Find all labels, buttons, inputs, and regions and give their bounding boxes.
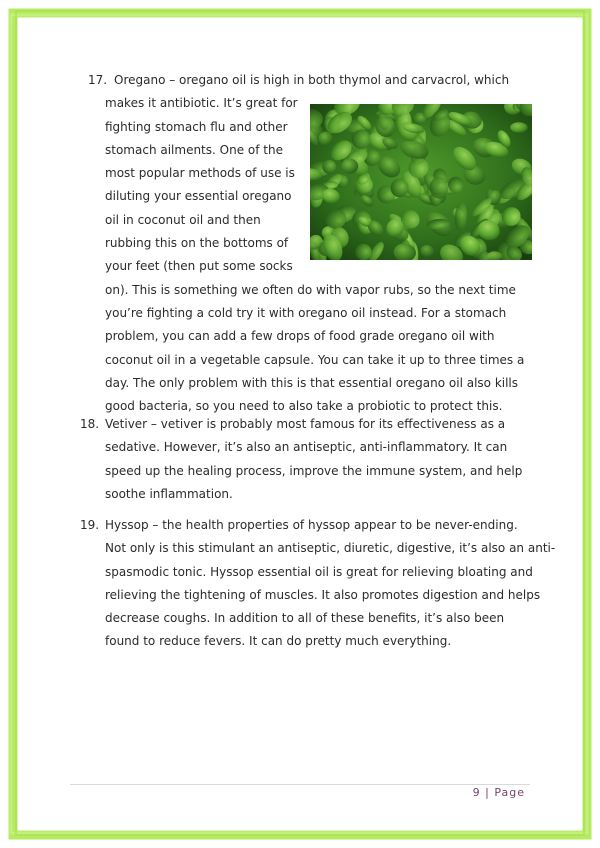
text-line: Vetiver – vetiver is probably most famous for its effectiveness as a (105, 417, 506, 431)
text-line: day. The only problem with this is that essential oregano oil also kills (105, 375, 519, 390)
text-line: stomach ailments. One of the (105, 142, 283, 157)
item-19-text (105, 514, 555, 654)
text-line: fighting stomach flu and other (105, 119, 288, 134)
text-line: oil in coconut oil and then (105, 212, 261, 227)
page-number: 9 | Page (472, 786, 525, 799)
footer-divider (70, 784, 530, 785)
text-line: soothe inflammation. (105, 486, 233, 501)
text-line: on). This is something we often do with vapor rubs, so the next time (105, 282, 516, 297)
text-line: coconut oil in a vegetable capsule. You can take it up to three times a (105, 352, 525, 367)
text-line: most popular methods of use is (105, 166, 295, 181)
text-line: Not only is this stimulant an antiseptic, diuretic, digestive, it’s also an anti- (105, 541, 556, 556)
text-line: spasmodic tonic. Hyssop essential oil is great for relieving bloating and (105, 564, 533, 579)
item-18-text (105, 413, 522, 506)
text-line: decrease coughs. In addition to all of these benefits, it’s also been (105, 611, 505, 626)
text-line: good bacteria, so you need to also take a probiotic to protect this. (105, 399, 503, 414)
text-line: problem, you can add a few drops of food grade oregano oil with (105, 329, 495, 344)
text-line: diluting your essential oregano (105, 189, 292, 204)
text-line: relieving the tightening of muscles. It also promotes digestion and helps (105, 587, 541, 602)
oregano-photo (310, 104, 532, 260)
text-line: you’re fighting a cold try it with oregano oil instead. For a stomach (105, 305, 507, 320)
text-line: found to reduce fevers. It can do pretty much everything. (105, 634, 452, 649)
text-line: makes it antibiotic. It’s great for (105, 96, 298, 111)
item-number: 19. (80, 518, 100, 532)
text-line: your feet (then put some socks (105, 259, 293, 274)
item-number: 18. (80, 417, 100, 431)
text-line: speed up the healing process, improve the immune system, and help (105, 463, 523, 478)
leaf-shape (391, 179, 409, 198)
text-line: Oregano – oregano oil is high in both thymol and carvacrol, which (114, 73, 510, 87)
item-number: 17. (88, 73, 108, 87)
text-line: rubbing this on the bottoms of (105, 236, 289, 251)
text-line: Hyssop – the health properties of hyssop appear to be never-ending. (105, 518, 518, 532)
text-line: sedative. However, it’s also an antiseptic, anti-inflammatory. It can (105, 440, 508, 455)
